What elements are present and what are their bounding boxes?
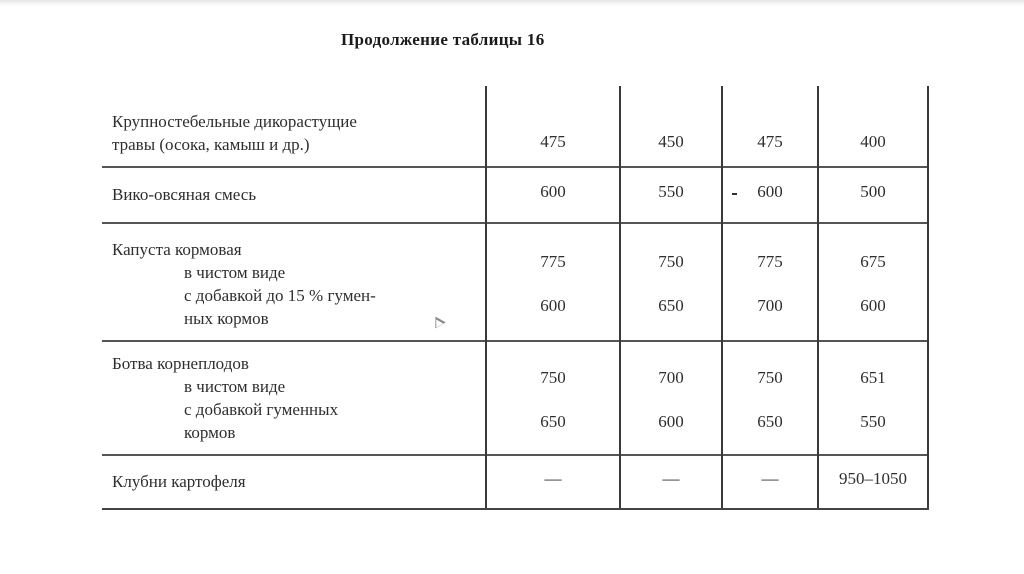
value-cell	[486, 86, 620, 167]
label-line: с добавкой до 15 % гумен-	[184, 286, 376, 305]
value: 650	[540, 412, 566, 431]
value: 775	[757, 252, 783, 271]
value: 750	[757, 368, 783, 387]
value-cell	[620, 341, 722, 455]
value-cell	[722, 455, 818, 509]
value: 600	[658, 412, 684, 431]
table-title: Продолжение таблицы 16	[341, 30, 545, 49]
value: 600	[757, 182, 783, 201]
row-label	[102, 167, 486, 223]
value: 550	[658, 182, 684, 201]
value-cell	[486, 167, 620, 223]
value: 475	[540, 132, 566, 151]
value: 550	[860, 412, 886, 431]
value-cell	[620, 223, 722, 341]
value-cell	[620, 167, 722, 223]
label-line: в чистом виде	[184, 263, 286, 282]
value: —	[662, 469, 680, 488]
value: 675	[860, 252, 886, 271]
value-cell	[620, 455, 722, 509]
top-shadow-rule	[0, 0, 1024, 6]
value-cell	[722, 223, 818, 341]
value-cell	[486, 455, 620, 509]
value-cell	[818, 455, 928, 509]
value: 450	[658, 132, 684, 151]
value: 400	[860, 132, 886, 151]
value: 950–1050	[839, 469, 907, 488]
value-cell	[818, 341, 928, 455]
label-line: Вико-овсяная смесь	[112, 185, 257, 204]
data-table-container	[102, 86, 928, 508]
value: 500	[860, 182, 886, 201]
value: 475	[757, 132, 783, 151]
label-line: кормов	[184, 423, 236, 442]
value: —	[761, 469, 779, 488]
value-cell	[486, 223, 620, 341]
value: 775	[540, 252, 566, 271]
value: 651	[860, 368, 886, 387]
table-row	[102, 455, 928, 509]
table-row	[102, 223, 928, 341]
label-line: Капуста кормовая	[112, 240, 242, 259]
table-row	[102, 167, 928, 223]
row-label	[102, 86, 486, 167]
value-cell	[818, 167, 928, 223]
label-line: в чистом виде	[184, 377, 286, 396]
row-label	[102, 223, 486, 341]
value: 750	[540, 368, 566, 387]
value-cell	[818, 223, 928, 341]
value: 600	[540, 182, 566, 201]
label-line: Крупностебельные дикорастущие	[112, 112, 357, 131]
value: 750	[658, 252, 684, 271]
label-line: Клубни картофеля	[112, 472, 246, 491]
value-cell	[818, 86, 928, 167]
table-row	[102, 86, 928, 167]
value: 600	[860, 296, 886, 315]
scan-speck	[732, 193, 737, 195]
row-label	[102, 341, 486, 455]
label-line: с добавкой гуменных	[184, 400, 339, 419]
label-line: ных кормов	[184, 309, 269, 328]
table-row	[102, 341, 928, 455]
value: 600	[540, 296, 566, 315]
value: —	[544, 469, 562, 488]
value: 650	[658, 296, 684, 315]
feed-table	[102, 86, 929, 510]
value-cell	[722, 341, 818, 455]
value-cell	[620, 86, 722, 167]
value: 700	[757, 296, 783, 315]
label-line: травы (осока, камыш и др.)	[112, 135, 310, 154]
label-line: Ботва корнеплодов	[112, 354, 249, 373]
value-cell	[722, 86, 818, 167]
row-label	[102, 455, 486, 509]
value: 700	[658, 368, 684, 387]
value: 650	[757, 412, 783, 431]
value-cell	[722, 167, 818, 223]
value-cell	[486, 341, 620, 455]
